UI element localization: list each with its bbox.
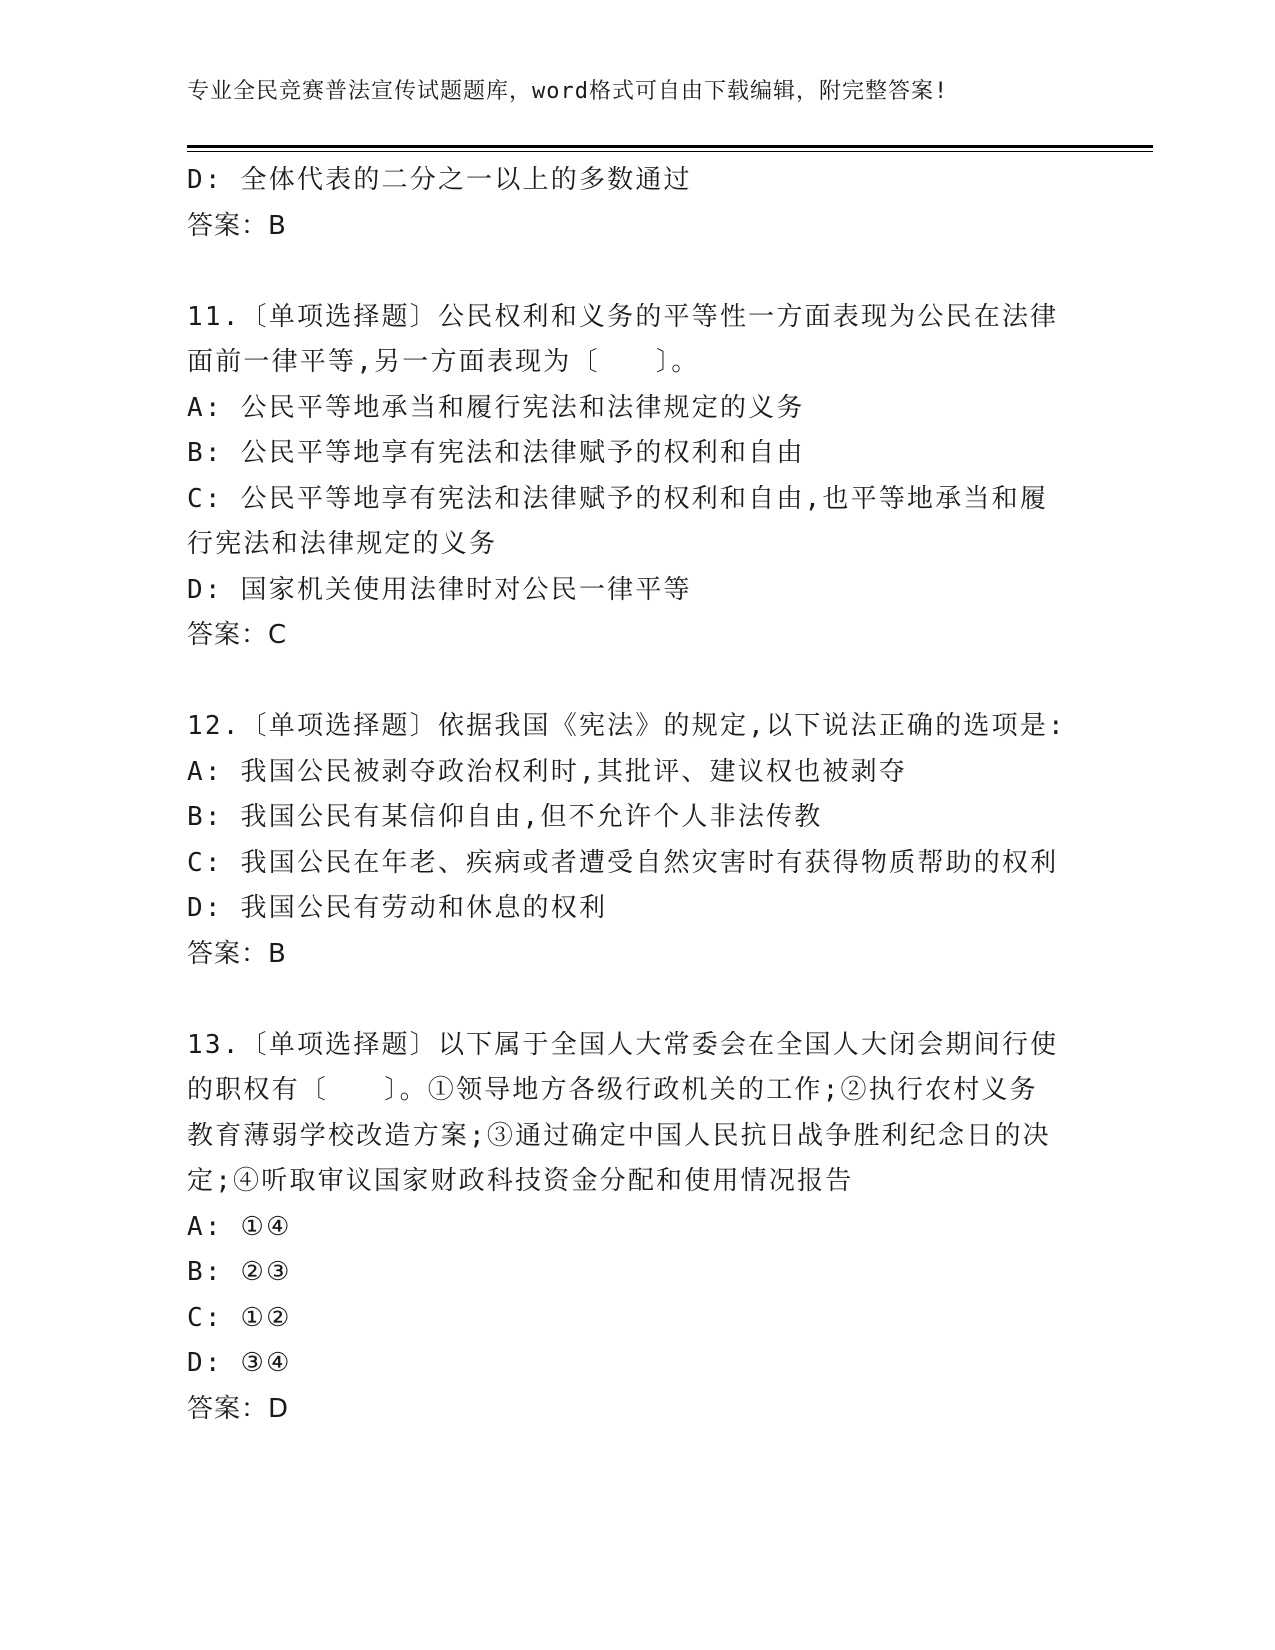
option-b: B: ②③: [187, 1257, 292, 1287]
option-c: C: 我国公民在年老、疾病或者遭受自然灾害时有获得物质帮助的权利: [187, 847, 1059, 878]
question-stem: 面前一律平等,另一方面表现为〔 〕。: [187, 347, 700, 377]
option-d: D: 国家机关使用法律时对公民一律平等: [187, 574, 692, 605]
question-stem: 12.〔单项选择题〕依据我国《宪法》的规定,以下说法正确的选项是:: [187, 711, 1066, 741]
page-header: 专业全民竞赛普法宣传试题题库，word格式可自由下载编辑，附完整答案!: [187, 79, 949, 104]
question-stem: 教育薄弱学校改造方案;③通过确定中国人民抗日战争胜利纪念日的决: [187, 1120, 1051, 1151]
option-a: A: 公民平等地承当和履行宪法和法律规定的义务: [187, 392, 805, 423]
option-d: D: 全体代表的二分之一以上的多数通过: [187, 165, 692, 195]
question-stem: 定;④听取审议国家财政科技资金分配和使用情况报告: [187, 1166, 854, 1196]
question-13: [187, 1023, 1087, 1433]
option-c: C: ①②: [187, 1302, 292, 1333]
option-a: A: ①④: [187, 1211, 292, 1242]
option-d: D: 我国公民有劳动和休息的权利: [187, 893, 608, 923]
option-a: A: 我国公民被剥夺政治权利时,其批评、建议权也被剥夺: [187, 756, 908, 787]
question-stem: 11.〔单项选择题〕公民权利和义务的平等性一方面表现为公民在法律: [187, 301, 1059, 332]
header-rule-thin: [187, 151, 1153, 152]
question-10-tail: [187, 158, 1087, 249]
option-b: B: 公民平等地享有宪法和法律赋予的权利和自由: [187, 438, 805, 468]
option-b: B: 我国公民有某信仰自由,但不允许个人非法传教: [187, 802, 823, 832]
option-c: 行宪法和法律规定的义务: [187, 529, 498, 559]
spacer: [187, 249, 1087, 295]
answer: 答案：B: [187, 210, 287, 241]
question-11: [187, 295, 1087, 659]
header-rule-thick: [187, 145, 1153, 148]
question-list: [187, 158, 1087, 1432]
question-stem: 的职权有〔 〕。①领导地方各级行政机关的工作;②执行农村义务: [187, 1075, 1038, 1105]
option-c: C: 公民平等地享有宪法和法律赋予的权利和自由,也平等地承当和履: [187, 483, 1049, 514]
spacer: [187, 659, 1087, 705]
question-12: [187, 704, 1087, 977]
question-stem: 13.〔单项选择题〕以下属于全国人大常委会在全国人大闭会期间行使: [187, 1029, 1059, 1060]
spacer: [187, 977, 1087, 1023]
answer: 答案：D: [187, 1393, 290, 1424]
answer: 答案：C: [187, 620, 288, 650]
option-d: D: ③④: [187, 1348, 292, 1378]
answer: 答案：B: [187, 938, 287, 969]
